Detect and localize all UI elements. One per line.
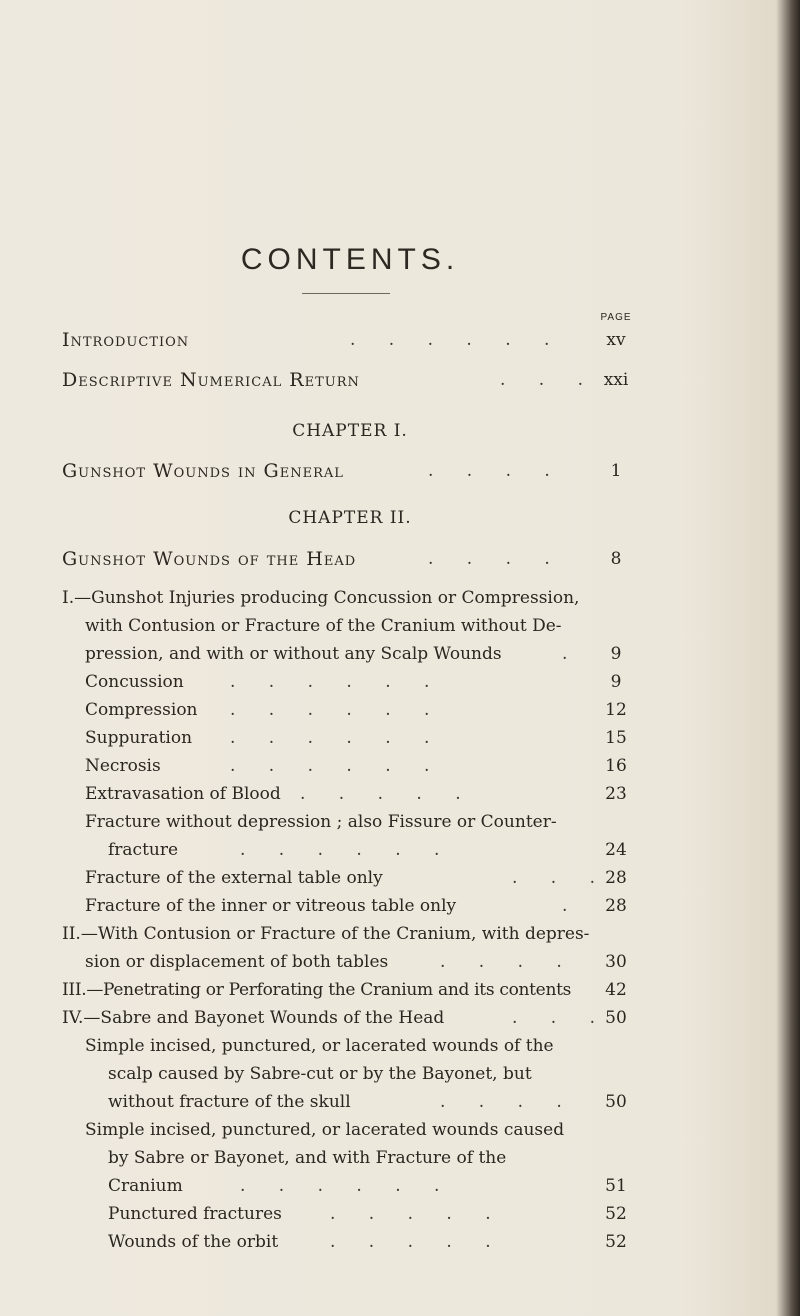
leader-dots: . . . . . (300, 784, 475, 804)
leader-dots: . . . . (428, 549, 564, 569)
toc-entry-page: 8 (610, 549, 622, 569)
toc-entry-page: 1 (610, 461, 622, 481)
leader-dots: . . . . . (330, 1232, 505, 1252)
leader-dots: . . . (500, 370, 598, 390)
toc-line-page: 9 (610, 644, 622, 664)
toc-line-text: Cranium (108, 1176, 183, 1196)
leader-dots: . . . . . . (240, 1176, 454, 1196)
toc-line-text: Suppuration (85, 728, 193, 748)
toc-line-text: II.—With Contusion or Fracture of the Cranium, with depres- (62, 924, 590, 944)
toc-line-page: 23 (605, 784, 627, 804)
toc-line-page: 12 (605, 700, 627, 720)
toc-line-text: Concussion (85, 672, 184, 692)
toc-line-text: with Contusion or Fracture of the Cranium without De- (85, 616, 562, 636)
title-divider (302, 293, 390, 294)
leader-dots: . . . (512, 1008, 610, 1028)
leader-dots: . (562, 896, 582, 916)
toc-line-page: 52 (605, 1232, 627, 1252)
toc-line-page: 52 (605, 1204, 627, 1224)
toc-line-text: by Sabre or Bayonet, and with Fracture of the (108, 1148, 507, 1168)
toc-line-text: Fracture of the inner or vitreous table only (85, 896, 457, 916)
chapter-heading: CHAPTER II. (288, 508, 412, 528)
toc-entry-label: Introduction (62, 329, 190, 351)
leader-dots: . . . (512, 868, 610, 888)
toc-entry-page: xxi (603, 370, 629, 390)
leader-dots: . . . . . . (240, 840, 454, 860)
toc-line-text: Simple incised, punctured, or lacerated wounds caused (85, 1120, 565, 1140)
chapter-heading: CHAPTER I. (292, 421, 408, 441)
toc-line-text: IV.—Sabre and Bayonet Wounds of the Head (62, 1008, 445, 1028)
leader-dots: . . . . . . (230, 700, 444, 720)
toc-line-page: 9 (610, 672, 622, 692)
leader-dots: . (562, 644, 582, 664)
leader-dots: . . . . (440, 952, 576, 972)
toc-line-page: 24 (605, 840, 627, 860)
toc-line-text: without fracture of the skull (108, 1092, 351, 1112)
leader-dots: . . . . . . (230, 728, 444, 748)
toc-line-text: sion or displacement of both tables (85, 952, 389, 972)
toc-line-text: Necrosis (85, 756, 161, 776)
leader-dots: . . . . . . (350, 330, 564, 350)
toc-entry-page: xv (606, 330, 626, 350)
toc-line-page: 42 (605, 980, 627, 1000)
leader-dots: . . . . (428, 461, 564, 481)
toc-line-text: scalp caused by Sabre-cut or by the Bayonet, but (108, 1064, 532, 1084)
toc-line-text: fracture (108, 840, 179, 860)
toc-line-page: 30 (605, 952, 627, 972)
toc-line-text: Fracture of the external table only (85, 868, 383, 888)
toc-line-text: Extravasation of Blood (85, 784, 281, 804)
leader-dots: . . . . (440, 1092, 576, 1112)
leader-dots: . . . . . (330, 1204, 505, 1224)
toc-line-page: 28 (605, 896, 627, 916)
leader-dots: . . . . . . (230, 672, 444, 692)
toc-entry-label: Gunshot Wounds in General (62, 460, 344, 482)
toc-line-page: 28 (605, 868, 627, 888)
toc-line-page: 50 (605, 1092, 627, 1112)
toc-line-text: Wounds of the orbit (108, 1232, 279, 1252)
toc-line-text: III.—Penetrating or Perforating the Cranium and its contents (62, 980, 572, 1000)
toc-line-text: Simple incised, punctured, or lacerated wounds of the (85, 1036, 554, 1056)
toc-line-page: 51 (605, 1176, 627, 1196)
toc-line-page: 15 (605, 728, 627, 748)
toc-line-page: 16 (605, 756, 627, 776)
toc-line-text: Punctured fractures (108, 1204, 282, 1224)
toc-line-page: 50 (605, 1008, 627, 1028)
page-title: CONTENTS. (240, 243, 460, 276)
page-column-heading: PAGE (600, 312, 632, 323)
toc-line-text: pression, and with or without any Scalp Wounds (85, 644, 502, 664)
toc-entry-label: Descriptive Numerical Return (62, 369, 360, 391)
toc-line-text: Compression (85, 700, 198, 720)
toc-line-text: I.—Gunshot Injuries producing Concussion or Compression, (62, 588, 580, 608)
toc-entry-label: Gunshot Wounds of the Head (62, 548, 357, 570)
toc-line-text: Fracture without depression ; also Fissure or Counter- (85, 812, 557, 832)
leader-dots: . . . . . . (230, 756, 444, 776)
